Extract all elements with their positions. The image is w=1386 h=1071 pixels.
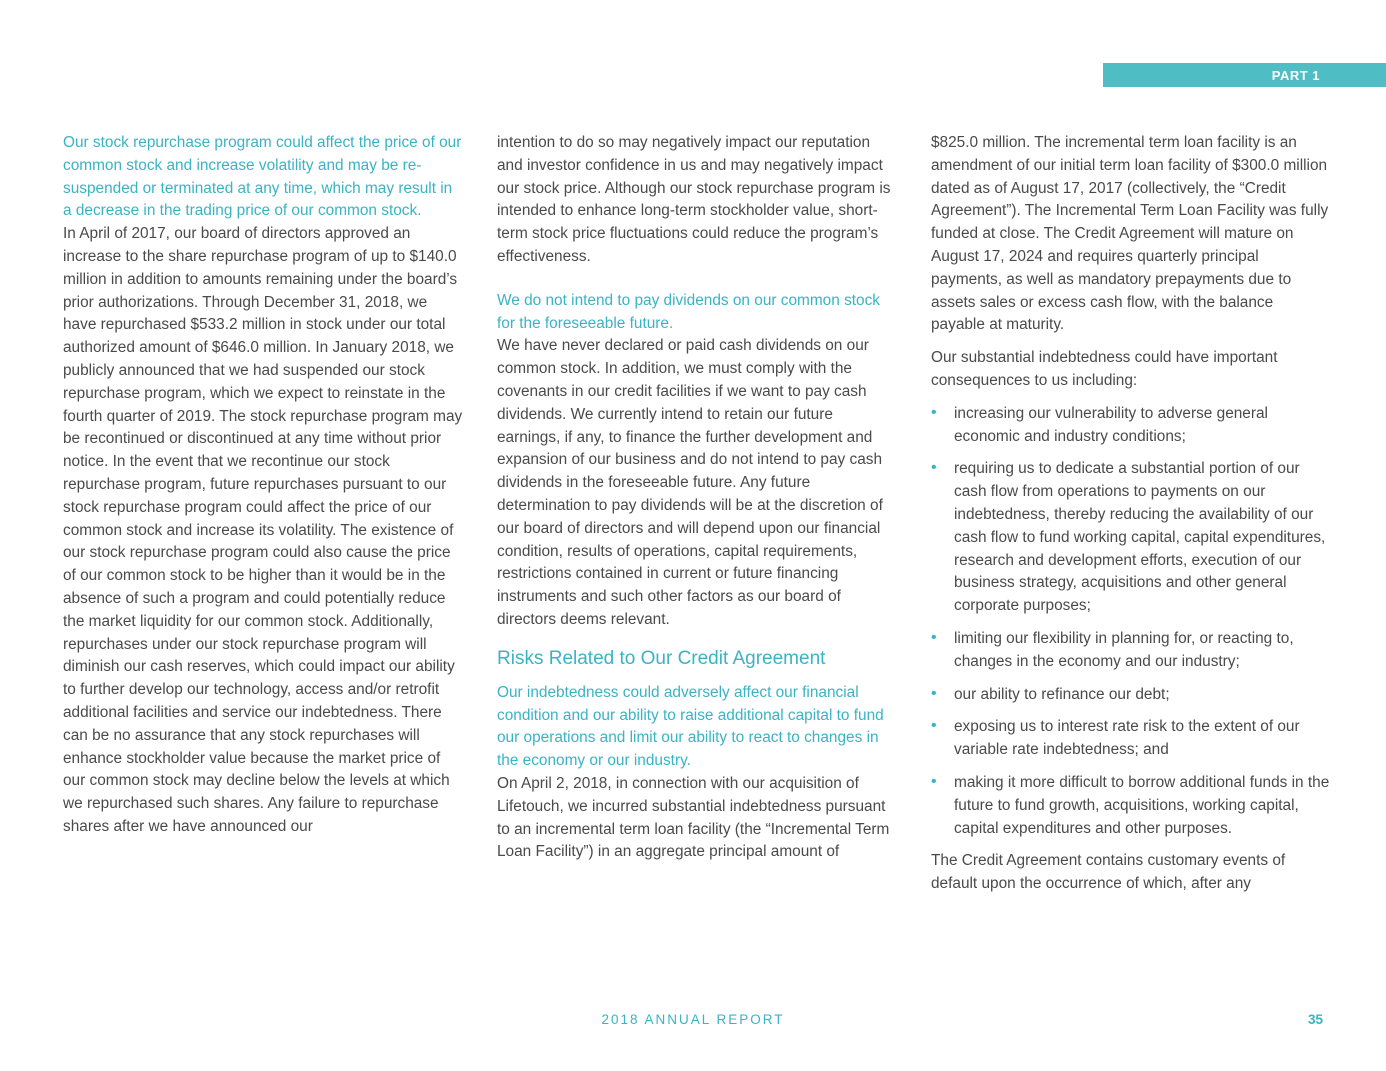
list-item: • requiring us to dedicate a substantial portion of our cash flow from operations to payments on our indebtedness, thereby reducing the availability of our cash flow to fund working capital, capital expenditures, research and development efforts, execution of our business strategy, acquisitions and other general corporate purposes; bbox=[931, 458, 1331, 618]
right-column bbox=[931, 132, 1331, 896]
credit-agreement-section-title: Risks Related to Our Credit Agreement bbox=[497, 647, 826, 669]
left-column bbox=[63, 132, 463, 839]
list-item: • increasing our vulnerability to adverse general economic and industry conditions; bbox=[931, 403, 1331, 449]
page-number: 35 bbox=[1307, 1012, 1323, 1027]
list-item: • exposing us to interest rate risk to the extent of our variable rate indebtedness; and bbox=[931, 716, 1331, 762]
indebtedness-risk-heading: Our indebtedness could adversely affect our financial condition and our ability to raise additional capital to fund our operations and limit our ability to react to changes in the economy or our industry. bbox=[497, 683, 884, 770]
stock-repurchase-risk-body: In April of 2017, our board of directors approved an increase to the share repurchase program of up to $140.0 million in addition to amounts remaining under the board’s prior authorizations. Through December 31, 2018, we have repurchased $533.2 million in stock under our total authorized amount of $646.0 million. In January 2018, we publicly announced that we had suspended our stock repurchase program, which we expect to reinstate in the fourth quarter of 2019. The stock repurchase program may be recontinued or discontinued at any time without prior notice. In the event that we recontinue our stock repurchase program, future repurchases pursuant to our stock repurchase program could affect the price of our common stock and increase its volatility. The existence of our stock repurchase program could also cause the price of our common stock to be higher than it would be in the absence of such a program and could potentially reduce the market liquidity for our common stock. Additionally, repurchases under our stock repurchase program will diminish our cash reserves, which could impact our ability to further develop our technology, access and/or retrofit additional facilities and service our indebtedness. There can be no assurance that any stock repurchases will enhance stockholder value because the market price of our common stock may decline below the levels at which we repurchased such shares. Any failure to repurchase shares after we have announced our bbox=[63, 225, 463, 835]
list-item: • making it more difficult to borrow additional funds in the future to fund growth, acquisitions, working capital, capital expenditures and other purposes. bbox=[931, 772, 1331, 840]
dividends-risk-body: We have never declared or paid cash dividends on our common stock. In addition, we must comply with the covenants in our credit facilities if we want to pay cash dividends. We currently intend to retain our future earnings, if any, to finance the further development and expansion of our business and do not intend to pay cash dividends in the foreseeable future. Any future determination to pay dividends will be at the discretion of our board of directors and will depend upon our financial condition, results of operations, capital requirements, restrictions contained in current or future financing instruments and such other factors as our board of directors deems relevant. bbox=[497, 337, 883, 628]
credit-agreement-continuation: $825.0 million. The incremental term loan facility is an amendment of our initial term loan facility of $300.0 million dated as of August 17, 2017 (collectively, the “Credit Agreement”). The Incremental Term Loan Facility was fully funded at close. The Credit Agreement will mature on August 17, 2024 and requires quarterly principal payments, as well as mandatory prepayments due to assets sales or excess cash flow, with the balance payable at maturity. bbox=[931, 134, 1329, 334]
dividends-risk-heading: We do not intend to pay dividends on our common stock for the foreseeable future. bbox=[497, 291, 880, 332]
footer-report-title: 2018 ANNUAL REPORT bbox=[601, 1012, 785, 1027]
stock-repurchase-continuation: intention to do so may negatively impact our reputation and investor confidence in us and may negatively impact our stock price. Although our stock repurchase program is intended to enhance long-term stockholder value, short-term stock price fluctuations could reduce the program’s effectiveness. bbox=[497, 134, 891, 265]
consequences-list bbox=[931, 403, 1331, 841]
part-label-tab: PART 1 bbox=[1103, 63, 1386, 87]
consequences-intro: Our substantial indebtedness could have important consequences to us including: bbox=[931, 349, 1278, 389]
stock-repurchase-risk-heading: Our stock repurchase program could affect the price of our common stock and increase volatility and may be re-suspended or terminated at any time, which may result in a decrease in the trading price of our common stock. bbox=[63, 134, 462, 220]
events-of-default-text: The Credit Agreement contains customary events of default upon the occurrence of which, after any bbox=[931, 852, 1286, 893]
list-item: • our ability to refinance our debt; bbox=[931, 684, 1331, 707]
middle-column bbox=[497, 132, 897, 864]
list-item: • limiting our flexibility in planning for, or reacting to, changes in the economy and our industry; bbox=[931, 628, 1331, 674]
indebtedness-risk-body: On April 2, 2018, in connection with our acquisition of Lifetouch, we incurred substantial indebtedness pursuant to an incremental term loan facility (the “Incremental Term Loan Facility”) in an aggregate principal amount of bbox=[497, 774, 890, 861]
